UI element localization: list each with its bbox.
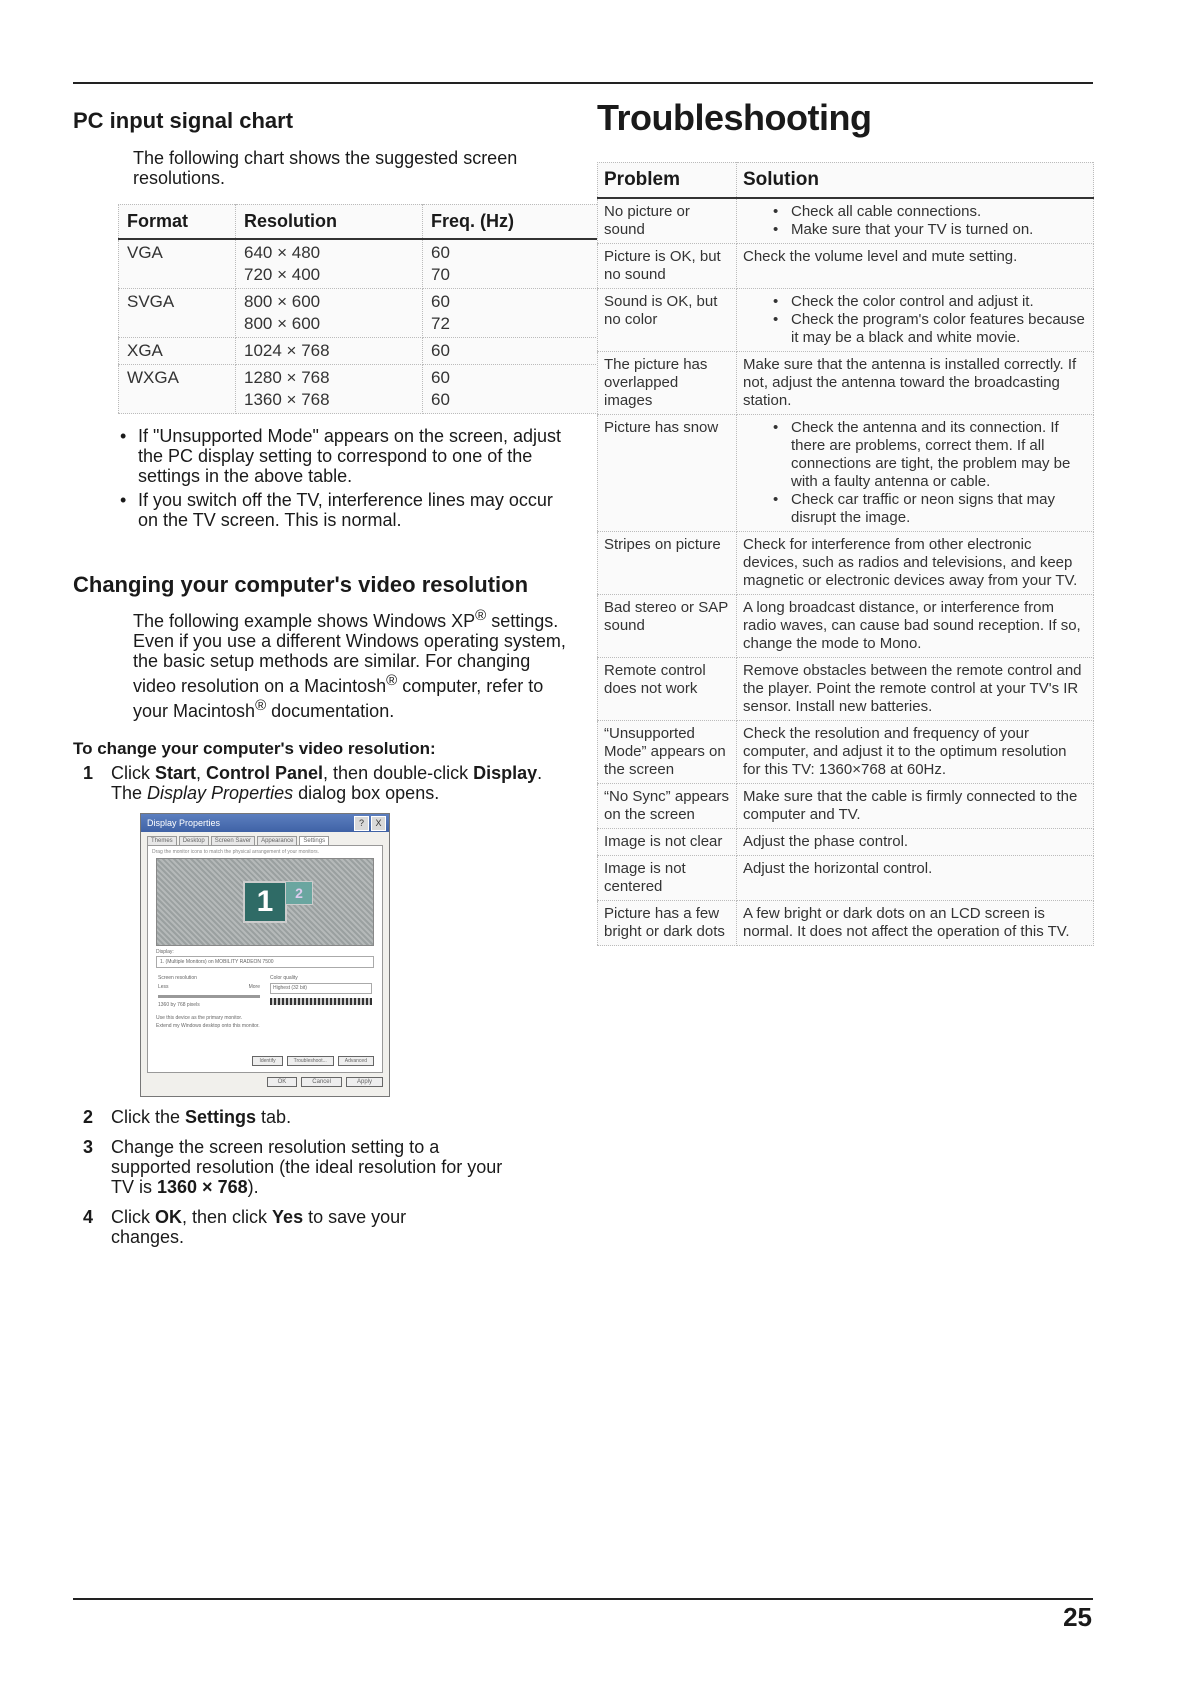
monitor-2-icon: 2 (285, 881, 313, 905)
troubleshooting-table (597, 162, 1094, 946)
display-label: Display: (156, 949, 174, 955)
help-icon: ? (354, 816, 369, 831)
dialog-inner-buttons (252, 1056, 374, 1066)
tab-appearance: Appearance (257, 836, 297, 845)
right-column (597, 96, 1093, 946)
table-row: Picture has a few bright or dark dots A few bright or dark dots on an LCD screen is normal. It does not affect the operation of this TV. (598, 901, 1094, 946)
tab-settings: Settings (299, 836, 329, 845)
pc-input-intro: The following chart shows the suggested screen resolutions. (133, 148, 518, 188)
more-label: More (248, 984, 260, 990)
table-row: Stripes on picture Check for interference from other electronic devices, such as radios and televisions, and keep magnetic or electronic devices away from your TV. (598, 532, 1094, 595)
troubleshoot-button: Troubleshoot... (287, 1056, 334, 1066)
table-row: Picture has snow • Check the antenna and its connection. If there are problems, correct them. If all connections are tight, the problem may be with a faulty antenna or cable. • Check car traffic or neon signs that may disrupt the image. (598, 415, 1094, 532)
res-label: Screen resolution (158, 975, 197, 981)
table-row: WXGA 1280 × 768 1360 × 768 60 60 (119, 365, 598, 414)
video-res-intro: The following example shows Windows XP® settings. Even if you use a different Windows operating system, the basic setup methods are similar. For changing video resolution on a Macintosh® computer, refer to your Macintosh® documentation. (133, 607, 566, 721)
primary-checkbox: Use this device as the primary monitor. (156, 1015, 243, 1021)
color-select: Highest (32 bit) (270, 983, 372, 994)
steps-subhead: To change your computer's video resolution: (73, 739, 436, 758)
step-2: 2 Click the Settings tab. (83, 1107, 292, 1127)
apply-button: Apply (346, 1077, 383, 1087)
table-row: “No Sync” appears on the screen Make sure that the cable is firmly connected to the computer and TV. (598, 784, 1094, 829)
note: • If you switch off the TV, interference lines may occur on the TV screen. This is normal. (118, 490, 573, 530)
pc-input-notes (118, 426, 573, 530)
close-icon: X (371, 816, 386, 831)
dialog-controls (354, 816, 386, 831)
table-row: Remote control does not work Remove obstacles between the remote control and the player. Point the remote control at your TV's IR sensor. Install new batteries. (598, 658, 1094, 721)
bottom-rule (73, 1598, 1093, 1600)
table-row: Image is not clear Adjust the phase control. (598, 829, 1094, 856)
steps-list (73, 763, 573, 803)
col-freq: Freq. (Hz) (423, 205, 598, 240)
color-label: Color quality (270, 975, 298, 981)
table-row: “Unsupported Mode” appears on the screen Check the resolution and frequency of your computer, and adjust it to the optimum resolution for this TV: 1360×768 at 60Hz. (598, 721, 1094, 784)
table-row: No picture or sound • Check all cable connections. • Make sure that your TV is turned on. (598, 198, 1094, 244)
dialog-tabs (141, 832, 389, 845)
steps-list-continued (73, 1107, 573, 1247)
less-label: Less (158, 984, 169, 990)
cancel-button: Cancel (301, 1077, 342, 1087)
table-row: Sound is OK, but no color • Check the color control and adjust it. • Check the program's color features because it may be a black and white movie. (598, 289, 1094, 352)
pc-signal-table (118, 204, 598, 414)
top-rule (73, 82, 1093, 84)
video-res-heading: Changing your computer's video resolution (73, 572, 529, 597)
col-format: Format (119, 205, 236, 240)
tab-themes: Themes (147, 836, 177, 845)
identify-button: Identify (252, 1056, 282, 1066)
table-row: Picture is OK, but no sound Check the volume level and mute setting. (598, 244, 1094, 289)
monitor-preview (156, 858, 374, 946)
left-column (73, 108, 573, 1257)
res-value: 1360 by 768 pixels (158, 1002, 200, 1008)
dialog-settings-grid (158, 974, 372, 1010)
table-row: The picture has overlapped images Make sure that the antenna is installed correctly. If not, adjust the antenna toward the broadcasting station. (598, 352, 1094, 415)
col-solution: Solution (737, 163, 1094, 199)
table-row: Image is not centered Adjust the horizontal control. (598, 856, 1094, 901)
dialog-body (147, 845, 383, 1073)
note: • If "Unsupported Mode" appears on the screen, adjust the PC display setting to correspond to one of the settings in the above table. (118, 426, 573, 486)
table-row: Bad stereo or SAP sound A long broadcast distance, or interference from radio waves, can cause bad sound reception. If so, change the mode to Mono. (598, 595, 1094, 658)
page-number: 25 (1063, 1602, 1092, 1632)
color-bars (270, 998, 372, 1005)
dialog-hint: Drag the monitor icons to match the physical arrangement of your monitors. (152, 849, 320, 855)
advanced-button: Advanced (338, 1056, 374, 1066)
display-properties-dialog (140, 813, 390, 1097)
tab-desktop: Desktop (179, 836, 209, 845)
step-3: 3 Change the screen resolution setting to a supported resolution (the ideal resolution for your TV is 1360 × 768). (83, 1137, 503, 1197)
tab-screen-saver: Screen Saver (211, 836, 255, 845)
monitor-1-icon: 1 (243, 881, 287, 923)
extend-checkbox: Extend my Windows desktop onto this monitor. (156, 1023, 260, 1029)
step-4: 4 Click OK, then click Yes to save your changes. (83, 1207, 407, 1247)
dialog-title: Display Properties (141, 814, 389, 832)
table-row: VGA 640 × 480 720 × 400 60 70 (119, 239, 598, 289)
pc-input-heading: PC input signal chart (73, 108, 294, 133)
col-problem: Problem (598, 163, 737, 199)
dialog-footer (141, 1073, 389, 1091)
troubleshooting-title: Troubleshooting (597, 97, 872, 138)
col-resolution: Resolution (236, 205, 423, 240)
table-row: SVGA 800 × 600 800 × 600 60 72 (119, 289, 598, 338)
table-row: XGA 1024 × 768 60 (119, 338, 598, 365)
step-1: 1 Click Start, Control Panel, then double-click Display. The Display Properties dialog box opens. (83, 763, 543, 803)
resolution-slider (158, 995, 260, 998)
display-select: 1. (Multiple Monitors) on MOBILITY RADEON 7500 (156, 956, 374, 968)
ok-button: OK (267, 1077, 298, 1087)
